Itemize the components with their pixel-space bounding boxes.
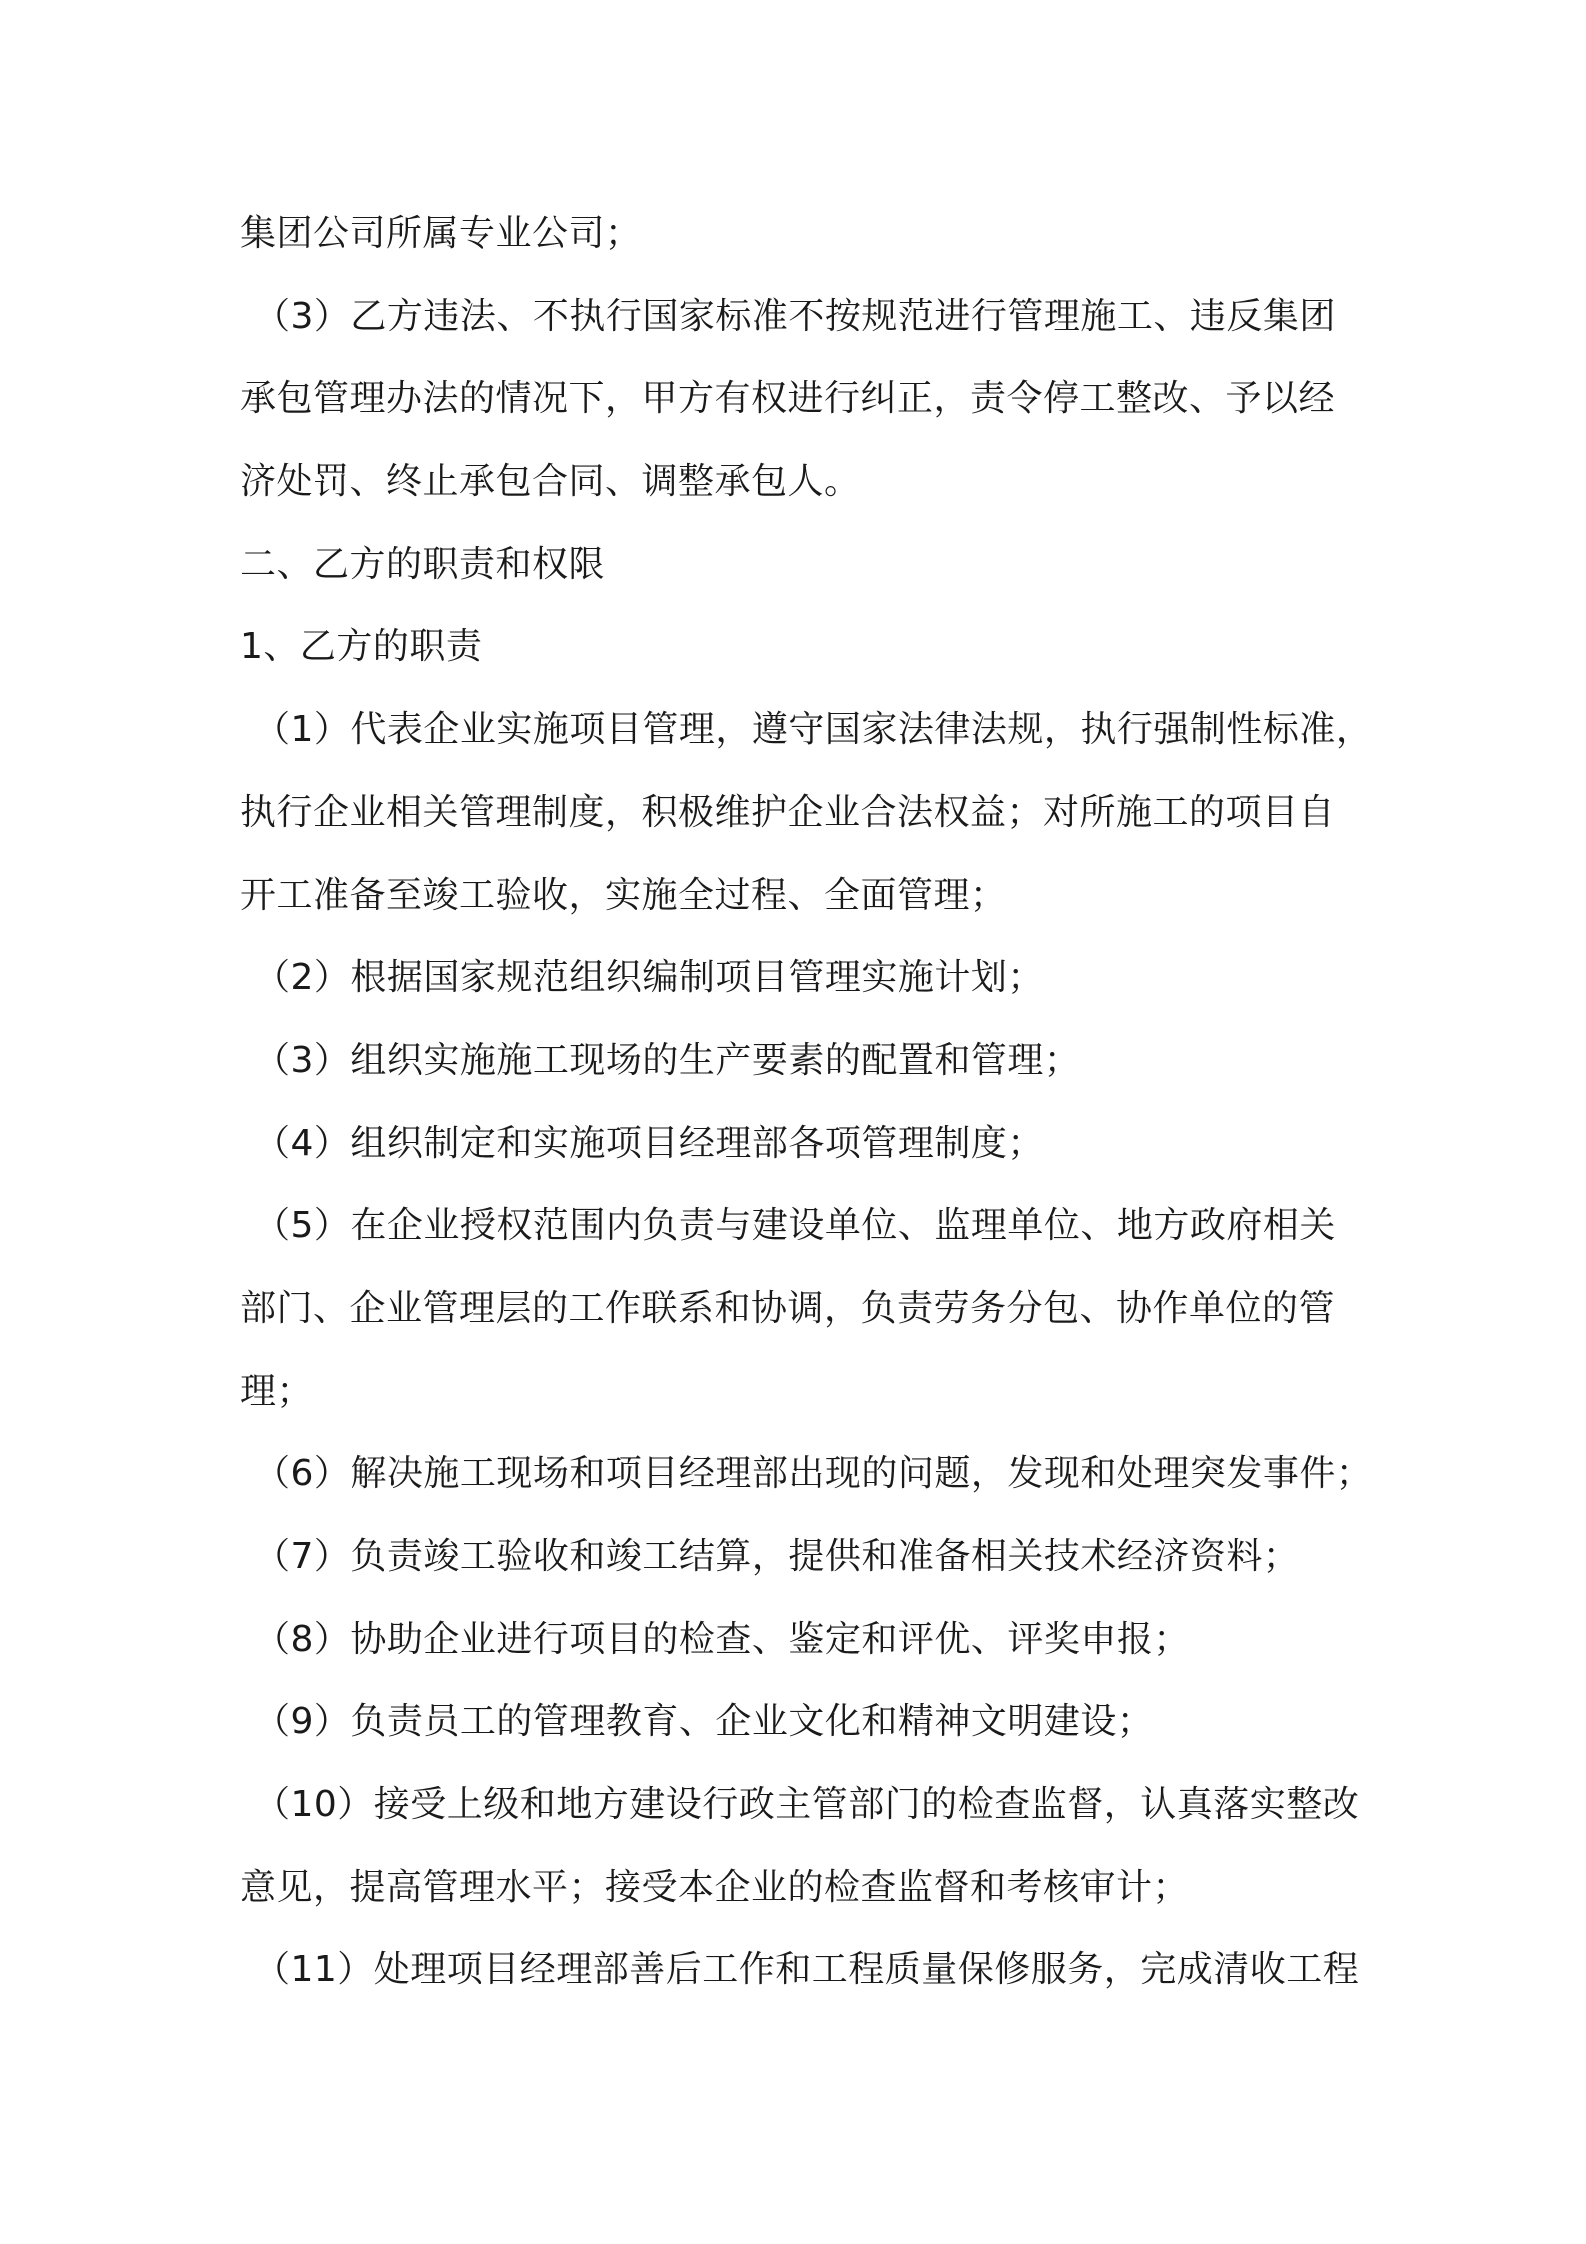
text-line: 开工准备至竣工验收，实施全过程、全面管理； xyxy=(240,874,1007,916)
document-body xyxy=(240,193,1380,2012)
text-line: 意见，提高管理水平；接受本企业的检查监督和考核审计； xyxy=(240,1866,1190,1908)
text-line: 集团公司所属专业公司； xyxy=(240,213,642,254)
duty-item-10: （10）接受上级和地方建设行政主管部门的检查监督，认真落实整改 xyxy=(254,1784,1360,1826)
duty-item-7: （7）负责竣工验收和竣工结算，提供和准备相关技术经济资料； xyxy=(254,1536,1300,1577)
text-line: 承包管理办法的情况下，甲方有权进行纠正，责令停工整改、予以经 xyxy=(240,378,1336,420)
duty-item-11: （11）处理项目经理部善后工作和工程质量保修服务，完成清收工程 xyxy=(254,1949,1360,1991)
subsection-heading: 1、乙方的职责 xyxy=(240,626,483,668)
duty-item-4: （4）组织制定和实施项目经理部各项管理制度； xyxy=(254,1122,1044,1164)
duty-item-9: （9）负责员工的管理教育、企业文化和精神文明建设； xyxy=(254,1701,1154,1743)
text-line: 执行企业相关管理制度，积极维护企业合法权益；对所施工的项目自 xyxy=(240,791,1336,833)
duty-item-6: （6）解决施工现场和项目经理部出现的问题，发现和处理突发事件； xyxy=(254,1453,1373,1495)
text-line: 理； xyxy=(240,1370,314,1412)
clause-3: （3）乙方违法、不执行国家标准不按规范进行管理施工、违反集团 xyxy=(254,295,1336,337)
duty-item-5: （5）在企业授权范围内负责与建设单位、监理单位、地方政府相关 xyxy=(254,1205,1336,1247)
duty-item-2: （2）根据国家规范组织编制项目管理实施计划； xyxy=(254,957,1044,999)
duty-item-1: （1）代表企业实施项目管理，遵守国家法律法规，执行强制性标准， xyxy=(254,709,1373,751)
text-line: 济处罚、终止承包合同、调整承包人。 xyxy=(240,461,861,503)
duty-item-8: （8）协助企业进行项目的检查、鉴定和评优、评奖申报； xyxy=(254,1618,1190,1660)
duty-item-3: （3）组织实施施工现场的生产要素的配置和管理； xyxy=(254,1039,1081,1081)
text-line: 部门、企业管理层的工作联系和协调，负责劳务分包、协作单位的管 xyxy=(240,1287,1336,1329)
section-heading: 二、乙方的职责和权限 xyxy=(240,543,606,585)
